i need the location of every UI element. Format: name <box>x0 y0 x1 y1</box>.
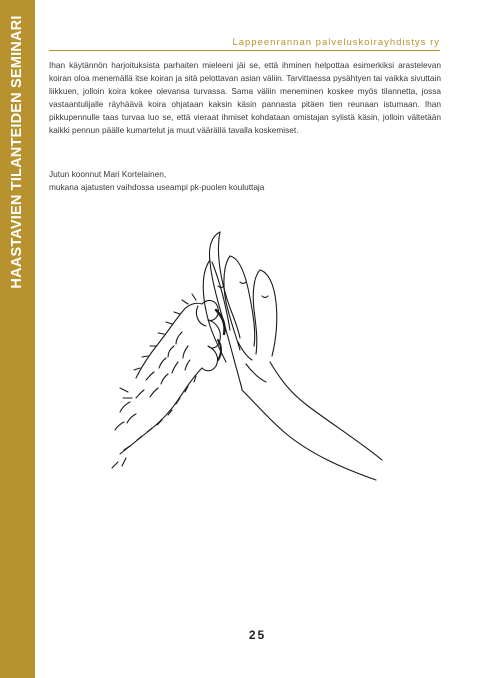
dog-paw-drawing <box>112 294 225 468</box>
page-number: 25 <box>248 628 267 642</box>
hand-and-paw-high-five-illustration <box>70 222 400 570</box>
header-divider <box>49 50 440 51</box>
credit-author: Jutun koonnut Mari Kortelainen, <box>49 169 167 179</box>
article-credits <box>49 168 441 194</box>
human-hand-drawing <box>203 232 382 480</box>
sidebar-title: HAASTAVIEN TILANTEIDEN SEMINARI <box>9 15 25 289</box>
credit-note: mukana ajatusten vaihdossa useampi pk-puolen kouluttaja <box>49 182 265 193</box>
article-paragraph: Ihan käytännön harjoituksista parhaiten mieleeni jäi se, että ihminen helpottaa esimerkiksi arastelevan koiran oloa menemällä itse koiran ja sitä pelottavan asian väliin. Tarvittaessa pysähtyen tai vaikka sivuttain liikkuen, jolloin koira kokee olevansa turvassa. Sama väliin meneminen koskee myös tilannetta, jossa vastaantulijalle räyhäävä koira ohjataan kaksin käsin pannasta pitäen tien reunaan istumaan. Ihan pikkupennulle taas turvaa luo se, että vieraat ihmiset kohdataan omistajan sylistä käsin, jolloin vältetään kaikki pennun päälle kumartelut ja muut väärällä tavalla koskemiset. <box>49 60 441 136</box>
sidebar-band <box>0 0 35 678</box>
organization-header: Lappeenrannan palveluskoirayhdistys ry <box>232 37 440 48</box>
